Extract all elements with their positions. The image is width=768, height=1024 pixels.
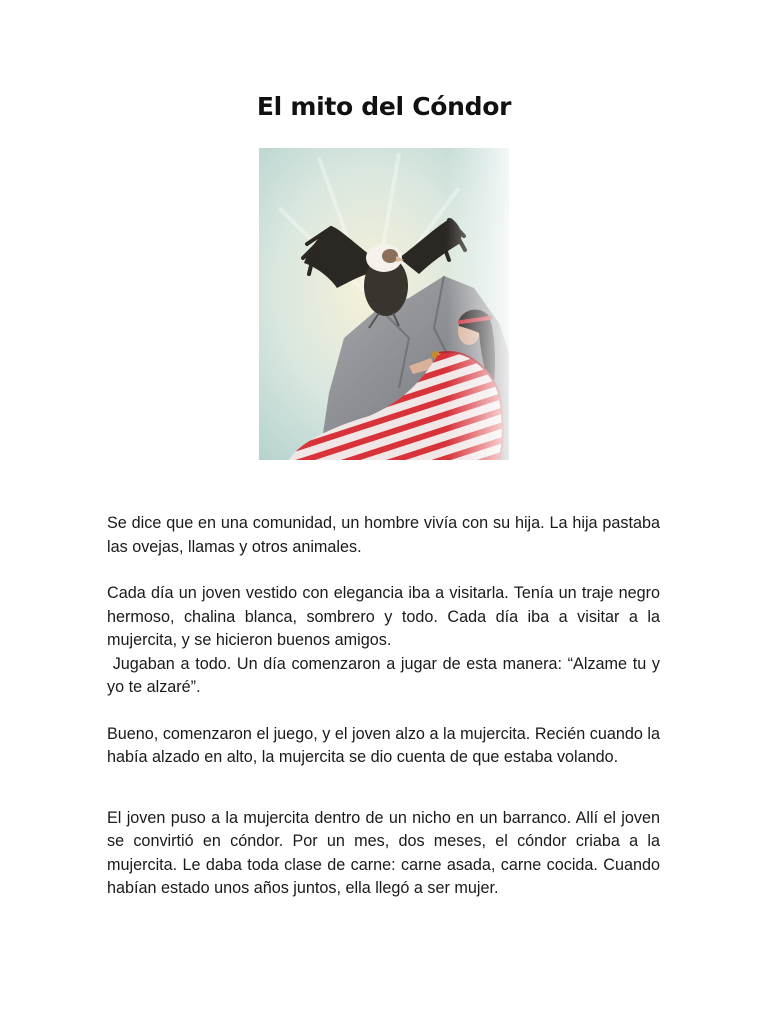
paragraph-1: Se dice que en una comunidad, un hombre vivía con su hija. La hija pastaba las ovejas, llamas y otros animales. — [107, 514, 660, 556]
paragraph-4: Bueno, comenzaron el juego, y el joven alzo a la mujercita. Recién cuando la había alzado en alto, la mujercita se dio cuenta de que estaba volando. — [107, 724, 660, 766]
document-title: El mito del Cóndor — [256, 92, 512, 121]
condor-illustration — [259, 148, 509, 460]
paragraph-2: Cada día un joven vestido con elegancia iba a visitarla. Tenía un traje negro hermoso, chalina blanca, sombrero y todo. Cada día iba a visitar a la mujercita, y se hicieron buenos amigos. — [107, 584, 660, 649]
paragraph-5: El joven puso a la mujercita dentro de un nicho en un barranco. Allí el joven se convirtió en cóndor. Por un mes, dos meses, el cóndor criaba a la mujercita. Le daba toda clase de carne: carne asada, carne cocida. Cuando habían estado unos años juntos, ella llegó a ser mujer. — [107, 808, 660, 897]
story-body — [107, 512, 665, 901]
paragraph-3: Jugaban a todo. Un día comenzaron a jugar de esta manera: “Alzame tu y yo te alzaré”. — [107, 654, 665, 696]
